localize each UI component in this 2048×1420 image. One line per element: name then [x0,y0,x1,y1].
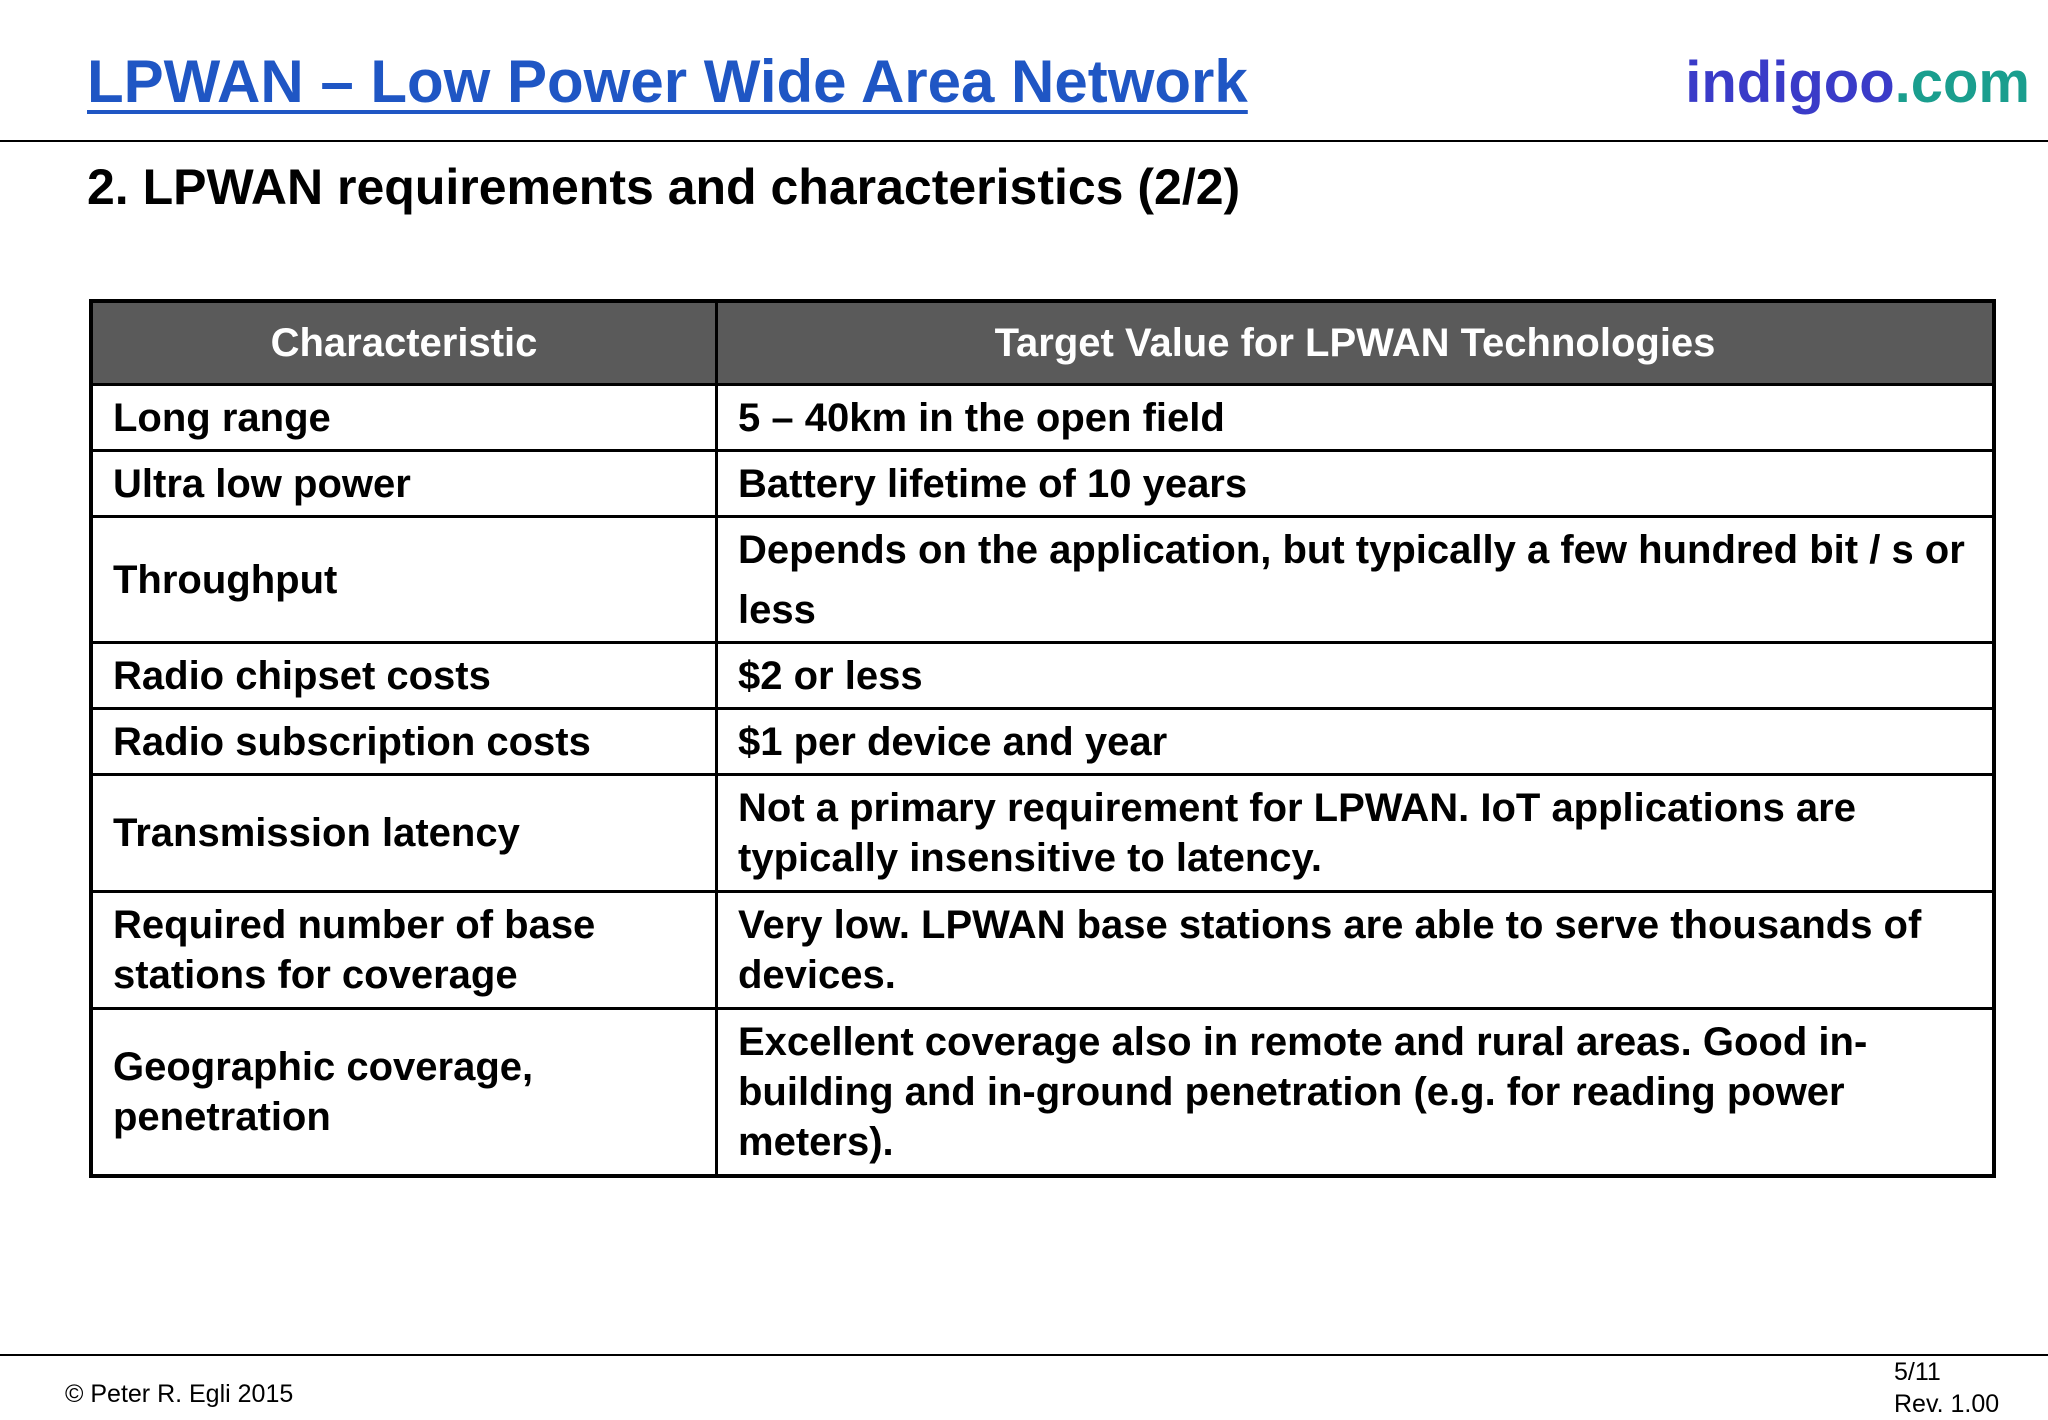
copyright-notice: © Peter R. Egli 2015 [65,1380,294,1408]
table-row [91,892,1994,1009]
brand-name: indigoo [1685,50,1895,115]
section-subtitle: 2. LPWAN requirements and characteristics (2/2) [87,159,1241,215]
column-header-target-value: Target Value for LPWAN Technologies [717,301,1995,385]
footer-divider [0,1354,2048,1356]
table-row [91,517,1994,643]
table-row [91,451,1994,517]
target-value-cell: Battery lifetime of 10 years [717,451,1995,517]
table-row [91,709,1994,775]
characteristic-cell: Radio subscription costs [91,709,717,775]
requirements-table [89,299,1996,1178]
page-info [1894,1356,1999,1420]
characteristic-cell: Required number of base stations for coverage [91,892,717,1009]
table-row [91,1009,1994,1177]
table-header-row [91,301,1994,385]
target-value-cell: Not a primary requirement for LPWAN. IoT applications are typically insensitive to latency. [717,775,1995,892]
slide-title: LPWAN – Low Power Wide Area Network [87,48,1248,115]
table-row [91,385,1994,451]
target-value-cell: Very low. LPWAN base stations are able to serve thousands of devices. [717,892,1995,1009]
table-row [91,775,1994,892]
characteristic-cell: Geographic coverage, penetration [91,1009,717,1177]
characteristic-cell: Throughput [91,517,717,643]
characteristic-cell: Long range [91,385,717,451]
column-header-characteristic: Characteristic [91,301,717,385]
target-value-cell: Excellent coverage also in remote and rural areas. Good in-building and in-ground penetration (e.g. for reading power meters). [717,1009,1995,1177]
brand-tld: .com [1894,50,2030,115]
revision-label: Rev. 1.00 [1894,1390,2000,1418]
target-value-cell: 5 – 40km in the open field [717,385,1995,451]
characteristic-cell: Radio chipset costs [91,643,717,709]
characteristic-cell: Ultra low power [91,451,717,517]
target-value-cell: $2 or less [717,643,1995,709]
page-number: 5/11 [1894,1358,1941,1386]
target-value-cell: Depends on the application, but typically a few hundred bit / s or less [717,517,1995,643]
table-row [91,643,1994,709]
brand-logo [1685,46,2030,120]
header-divider [0,140,2048,142]
characteristic-cell: Transmission latency [91,775,717,892]
target-value-cell: $1 per device and year [717,709,1995,775]
